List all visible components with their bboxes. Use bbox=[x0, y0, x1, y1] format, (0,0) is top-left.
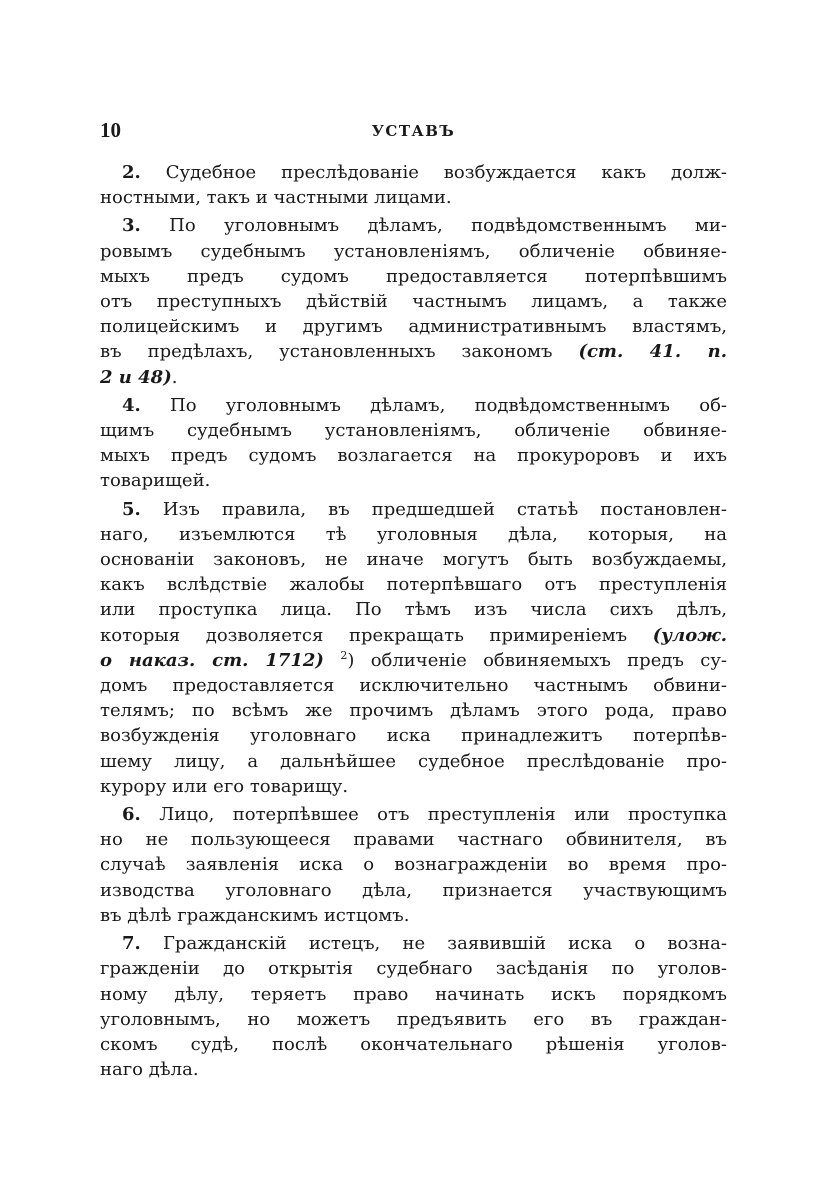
article-line: мыхъ предъ судомъ возлагается на прокуроровъ и ихъ bbox=[100, 445, 727, 467]
article-line: наго дѣла. bbox=[100, 1059, 199, 1081]
page-number: 10 bbox=[100, 118, 121, 142]
article-line: Изъ правила, въ предшедшей статьѣ постановлен- bbox=[162, 498, 727, 520]
article-4 bbox=[100, 393, 727, 494]
statute-reference: 2 и 48) bbox=[100, 366, 172, 388]
article-line: въ дѣлѣ гражданскимъ истцомъ. bbox=[100, 904, 410, 926]
article-line: ровымъ судебнымъ установленіямъ, обличеніе обвиняе- bbox=[100, 240, 727, 262]
article-line: гражденіи до открытія судебнаго засѣданія по уголов- bbox=[100, 958, 727, 980]
statute-reference: (улож. bbox=[652, 624, 727, 646]
article-line: основаніи законовъ, не иначе могутъ быть возбуждаемы, bbox=[100, 549, 727, 571]
article-7 bbox=[100, 931, 727, 1082]
statute-text bbox=[100, 160, 727, 1085]
article-5: 5. Изъ правила, въ предшедшей статьѣ постановлен- наго, изъемлются тѣ уголовныя дѣла, которыя, на основаніи законовъ, не иначе могутъ быть возбуждаемы, какъ вслѣдствіе жалобы потерпѣвшаго отъ преступленія или проступка лица. По тѣмъ изъ числа сихъ дѣлъ, которыя дозволяется прекращать примиреніемъ (улож. о наказ. ст. 1712) $^2$) обличеніе обвиняемыхъ предъ су- домъ предоставляется исключительно частнымъ обвини- телямъ; по всѣмъ же прочимъ дѣламъ этого рода, право возбужденія уголовнаго иска принадлежитъ потерпѣв- шему лицу, а дальнѣйшее судебное преслѣдованіе про- курору или его товарищу. bbox=[100, 497, 727, 799]
article-number: 2. bbox=[122, 162, 141, 183]
article-number: 7. bbox=[122, 933, 141, 955]
article-line: По уголовнымъ дѣламъ, подвѣдомственнымъ об- bbox=[170, 394, 727, 416]
article-line: которыя дозволяется прекращать примиреніемъ bbox=[100, 624, 628, 646]
article-line: товарищей. bbox=[100, 470, 211, 492]
article-line: скомъ судѣ, послѣ окончательнаго рѣшенія уголов- bbox=[100, 1033, 727, 1055]
article-3 bbox=[100, 213, 727, 389]
article-line: возбужденія уголовнаго иска принадлежитъ потерпѣв- bbox=[100, 725, 727, 747]
article-number: 4. bbox=[122, 394, 141, 416]
article-line: наго, изъемлются тѣ уголовныя дѣла, которыя, на bbox=[100, 523, 727, 545]
article-line: Лицо, потерпѣвшее отъ преступленія или проступка bbox=[159, 804, 727, 826]
article-line: Судебное преслѣдованіе возбуждается какъ долж- bbox=[165, 162, 727, 183]
article-line: домъ предоставляется исключительно частнымъ обвини- bbox=[100, 675, 727, 697]
article-line: какъ вслѣдствіе жалобы потерпѣвшаго отъ преступленія bbox=[100, 574, 727, 596]
statute-reference: о наказ. ст. 1712) bbox=[100, 649, 324, 671]
article-number: 3. bbox=[122, 215, 141, 237]
article-line: курору или его товарищу. bbox=[100, 775, 349, 797]
article-line: изводства уголовнаго дѣла, признается участвующимъ bbox=[100, 879, 727, 901]
article-line: шему лицу, а дальнѣйшее судебное преслѣдованіе про- bbox=[100, 750, 727, 772]
article-line: но не пользующееся правами частнаго обвинителя, въ bbox=[100, 829, 727, 851]
running-title: УСТАВЪ bbox=[371, 122, 456, 140]
article-line: случаѣ заявленія иска о вознагражденіи во время про- bbox=[100, 854, 727, 876]
page-header bbox=[100, 118, 727, 148]
article-line: Гражданскій истецъ, не заявившій иска о возна- bbox=[163, 933, 727, 955]
article-line: или проступка лица. По тѣмъ изъ числа сихъ дѣлъ, bbox=[100, 599, 727, 621]
article-line: полицейскимъ и другимъ административнымъ властямъ, bbox=[100, 316, 727, 338]
article-6 bbox=[100, 802, 727, 928]
article-line: щимъ судебнымъ установленіямъ, обличеніе обвиняе- bbox=[100, 420, 727, 442]
article-number: 5. bbox=[122, 498, 141, 520]
article-number: 6. bbox=[122, 804, 141, 826]
article-line: отъ преступныхъ дѣйствій частнымъ лицамъ, а также bbox=[100, 291, 727, 313]
article-line: ному дѣлу, теряетъ право начинать искъ порядкомъ bbox=[100, 983, 727, 1005]
article-2 bbox=[100, 160, 727, 210]
article-line: ностными, такъ и частными лицами. bbox=[100, 187, 452, 209]
footnote-marker: 2 bbox=[340, 648, 348, 662]
article-line: мыхъ предъ судомъ предоставляется потерпѣвшимъ bbox=[100, 265, 727, 287]
article-line: телямъ; по всѣмъ же прочимъ дѣламъ этого рода, право bbox=[100, 700, 727, 722]
article-line: уголовнымъ, но можетъ предъявить его въ граждан- bbox=[100, 1008, 727, 1030]
article-line: По уголовнымъ дѣламъ, подвѣдомственнымъ ми- bbox=[169, 215, 727, 237]
statute-reference: (ст. 41. п. bbox=[578, 341, 727, 363]
article-line: въ предѣлахъ, установленныхъ закономъ bbox=[100, 341, 553, 363]
punctuation: . bbox=[171, 366, 178, 388]
article-line: обличеніе обвиняемыхъ предъ су- bbox=[370, 649, 727, 671]
